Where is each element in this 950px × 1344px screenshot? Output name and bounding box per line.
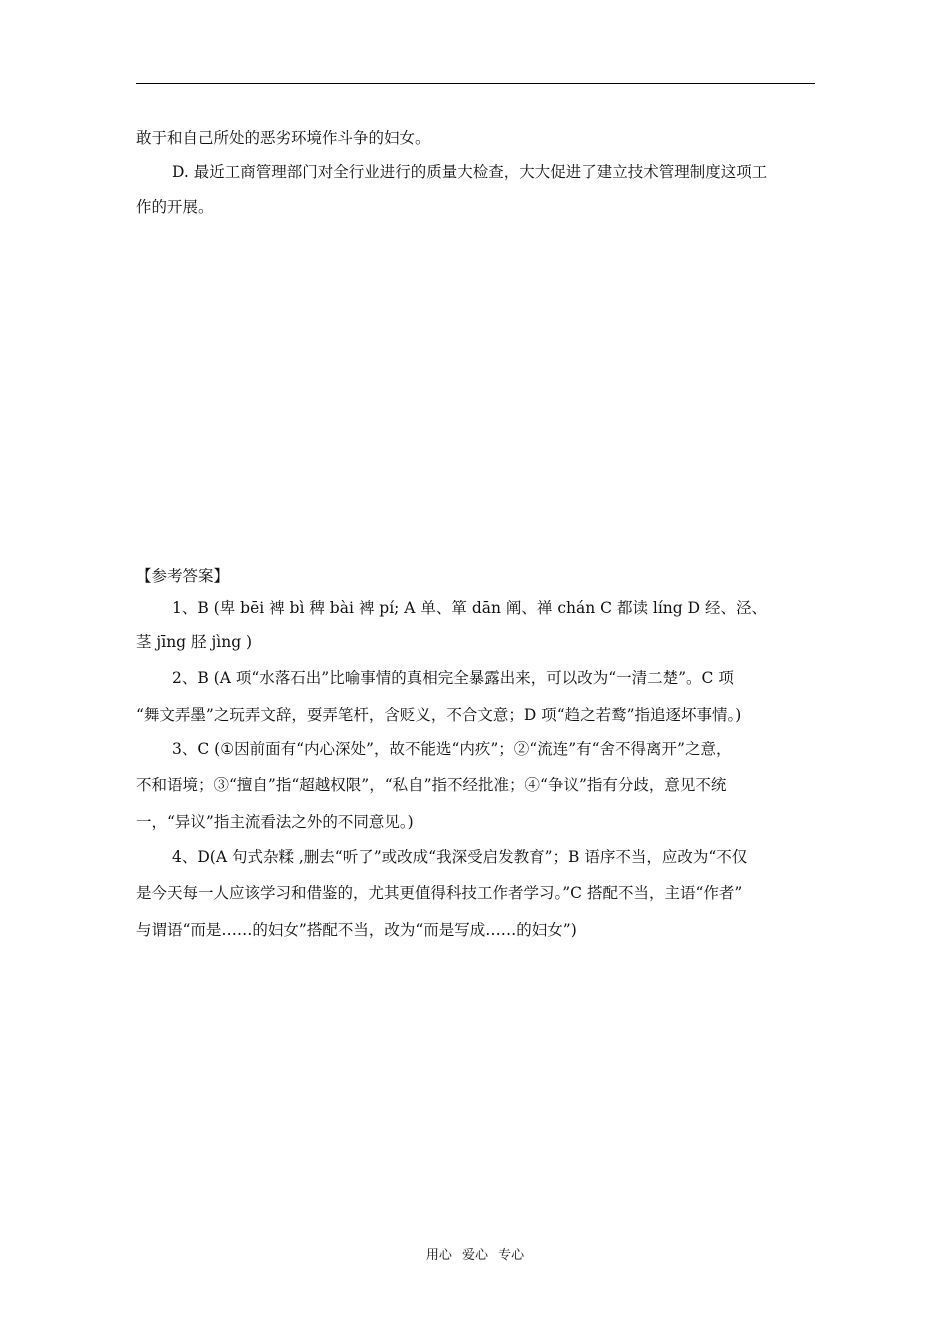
answer-3-line-3: 一，“异议”指主流看法之外的不同意见。) <box>136 813 414 831</box>
answer-4-line-3: 与谓语“而是……的妇女”搭配不当，改为“而是写成……的妇女”) <box>136 921 577 939</box>
header-rule <box>136 83 815 84</box>
answer-2-line-1: 2、B (A 项“水落石出”比喻事情的真相完全暴露出来，可以改为“一清二楚”。C 项 <box>172 669 734 687</box>
question-continuation-line: 敢于和自己所处的恶劣环境作斗争的妇女。 <box>136 129 431 147</box>
answer-3-line-1: 3、C (①因前面有“内心深处”，故不能选“内疚”；②“流连”有“舍不得离开”之意， <box>172 740 732 758</box>
answer-4-line-2: 是今天每一人应该学习和借鉴的，尤其更值得科技工作者学习。”C 搭配不当，主语“作者” <box>136 884 743 902</box>
page-footer: 用心 爱心 专心 <box>425 1248 525 1263</box>
answer-4-line-1: 4、D(A 句式杂糅 ,删去“听了”或改成“我深受启发教育”；B 语序不当，应改为“不仅 <box>172 848 748 866</box>
option-d-line-1: D. 最近工商管理部门对全行业进行的质量大检查，大大促进了建立技术管理制度这项工 <box>172 163 768 181</box>
answer-3-line-2: 不和语境；③“擅自”指“超越权限”，“私自”指不经批准；④“争议”指有分歧，意见不统 <box>136 776 727 794</box>
answer-2-line-2: “舞文弄墨”之玩弄文辞，耍弄笔杆，含贬义，不合文意；D 项“趋之若鹜”指追逐坏事情。) <box>136 706 742 724</box>
answers-heading: 【参考答案】 <box>136 567 230 585</box>
answer-1-line-1: 1、B (卑 bēi 裨 bì 稗 bài 裨 pí; A 单、箪 dān 阐、禅 chán C 都读 líng D 经、泾、 <box>172 599 767 617</box>
option-d-line-2: 作的开展。 <box>136 198 214 216</box>
answer-1-line-2: 茎 jīng 胫 jìng ) <box>136 633 253 651</box>
